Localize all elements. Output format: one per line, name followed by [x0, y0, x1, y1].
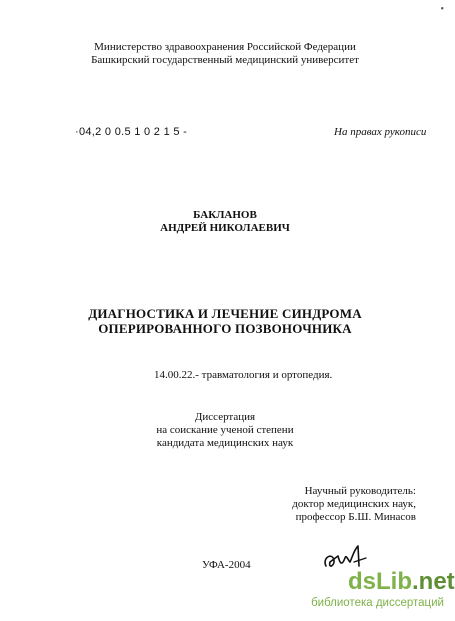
corner-mark: • — [440, 4, 444, 15]
ministry-header — [0, 41, 450, 67]
title-line-1: ДИАГНОСТИКА И ЛЕЧЕНИЕ СИНДРОМА — [88, 306, 362, 321]
author-block — [0, 209, 450, 235]
supervisor-line-3: профессор Б.Ш. Минасов — [295, 511, 416, 523]
watermark-tagline: библиотека диссертаций — [311, 597, 444, 609]
author-given-names: АНДРЕЙ НИКОЛАЕВИЧ — [160, 222, 290, 234]
supervisor-line-2: доктор медицинских наук, — [292, 498, 416, 510]
university-line: Башкирский государственный медицинский университет — [91, 54, 359, 66]
degree-line-1: Диссертация — [194, 411, 256, 423]
degree-line-2: на соискание ученой степени — [156, 424, 294, 436]
rights-note: На правах рукописи — [334, 126, 427, 138]
degree-block — [0, 411, 450, 450]
supervisor-block — [216, 485, 416, 524]
watermark-logo-part1: dsLib — [348, 568, 412, 595]
supervisor-line-1: Научный руководитель: — [304, 485, 416, 497]
specialty-code: 14.00.22.- травматология и ортопедия. — [154, 369, 333, 381]
watermark-logo — [348, 568, 455, 596]
watermark — [270, 568, 455, 618]
city-year: УФА-2004 — [202, 559, 251, 571]
dissertation-title — [0, 306, 450, 336]
degree-line-3: кандидата медицинских наук — [156, 437, 294, 449]
title-line-2: ОПЕРИРОВАННОГО ПОЗВОНОЧНИКА — [98, 321, 352, 336]
ministry-line: Министерство здравоохранения Российской Федерации — [94, 41, 356, 53]
registration-code: ·04,2 0 0.5 1 0 2 1 5 - — [75, 126, 188, 138]
author-surname: БАКЛАНОВ — [193, 209, 257, 221]
watermark-logo-part2: .net — [412, 568, 455, 595]
